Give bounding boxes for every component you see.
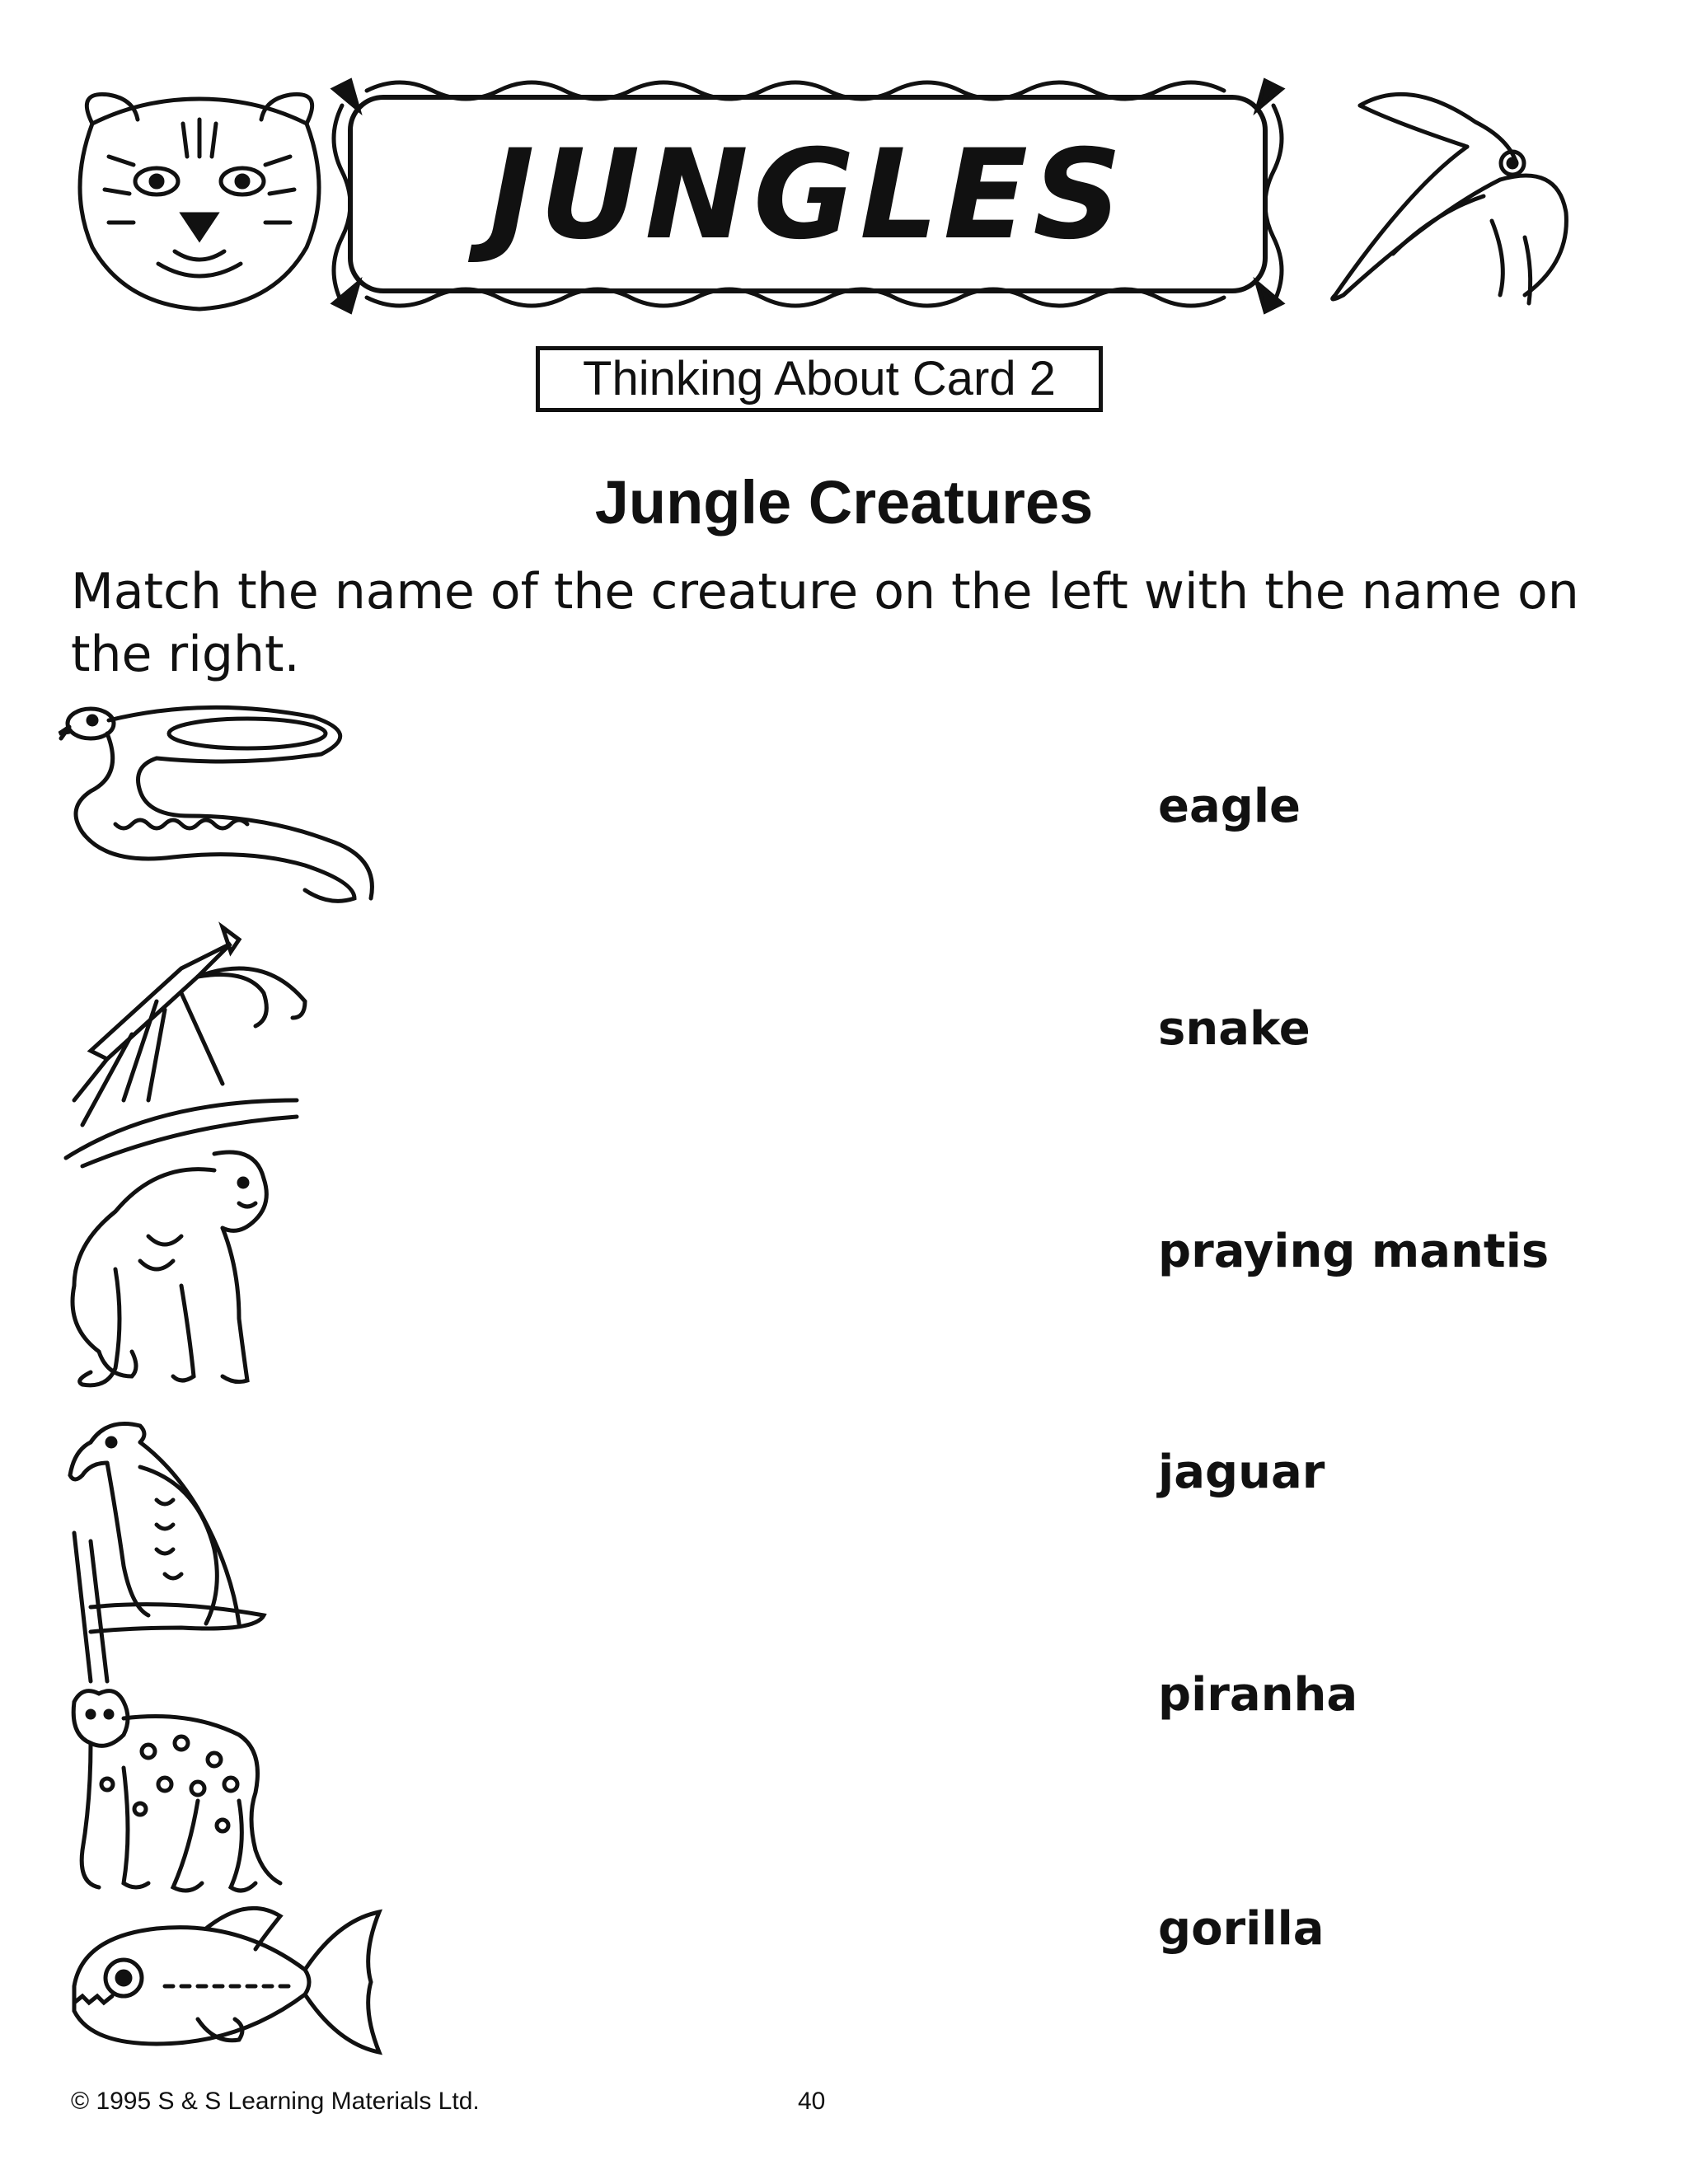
page-number: 40 xyxy=(798,2088,826,2115)
gorilla-icon xyxy=(58,1137,305,1401)
jaguar-icon xyxy=(58,1685,288,1900)
creature-name: praying mantis xyxy=(1158,1225,1550,1278)
eagle-icon xyxy=(58,1418,305,1681)
creature-name: snake xyxy=(1158,1002,1311,1056)
hornbill-bird-icon xyxy=(1311,73,1582,312)
tiger-head-icon xyxy=(59,74,340,321)
instructions-text: Match the name of the creature on the left with the name on the right. xyxy=(71,563,1579,683)
copyright-notice: © 1995 S & S Learning Materials Ltd. xyxy=(71,2088,480,2115)
creature-name: piranha xyxy=(1158,1668,1358,1722)
creature-name: eagle xyxy=(1158,780,1301,833)
piranha-icon xyxy=(58,1904,387,2060)
snake-icon xyxy=(58,701,379,907)
section-title: Jungle Creatures xyxy=(594,468,1094,537)
card-label-box: Thinking About Card 2 xyxy=(536,346,1103,412)
page-banner-title: JUNGLES xyxy=(488,124,1128,267)
praying-mantis-icon xyxy=(58,919,330,1166)
creature-name: jaguar xyxy=(1158,1446,1325,1499)
creature-name: gorilla xyxy=(1158,1902,1325,1956)
